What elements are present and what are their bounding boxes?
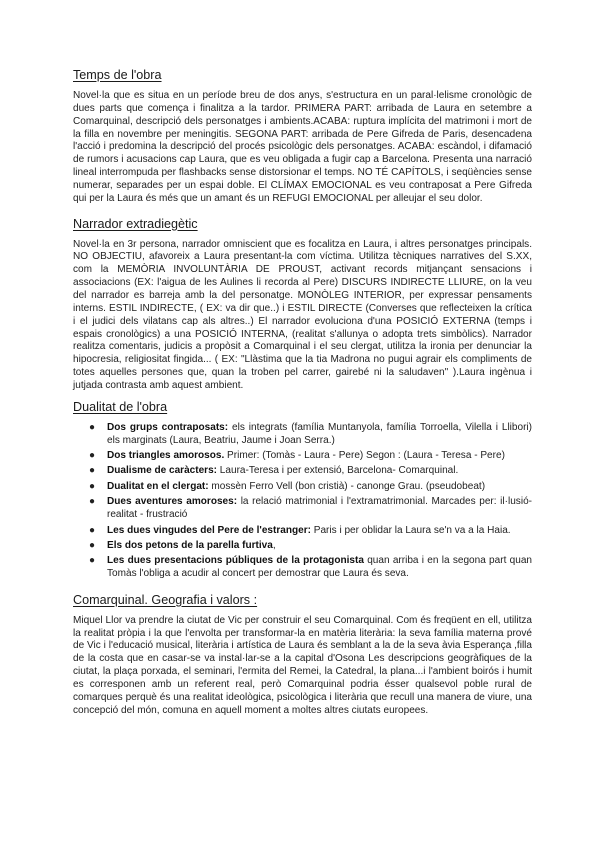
bullet-icon: ●: [89, 450, 96, 461]
list-item: [89, 450, 532, 463]
list-item-text: Primer: (Tomàs - Laura - Pere) Segon : (Laura - Teresa - Pere): [224, 450, 505, 461]
bullet-icon: ●: [89, 555, 96, 567]
dualitat-list: [73, 422, 532, 581]
list-item: [89, 421, 533, 448]
section-title-temps: Temps de l'obra: [73, 68, 162, 82]
list-item: [89, 465, 532, 478]
list-item-text: la relació matrimonial i l'extramatrimonial. Marcades per: il·lusió- realitat - frustració: [107, 496, 532, 521]
list-item-bold: Dualisme de caràcters:: [107, 465, 218, 477]
bullet-icon: ●: [89, 540, 96, 552]
bullet-icon: ●: [89, 421, 96, 433]
bullet-icon: ●: [89, 524, 96, 536]
list-item-bold: Les dues vingudes del Pere de l'estranger:: [107, 524, 311, 536]
list-item-text: ,: [272, 540, 276, 552]
bullet-icon: ●: [89, 496, 96, 508]
list-item: [89, 540, 532, 553]
paragraph-temps: Novel·la que es situa en un període breu de dos anys, s'estructura en un paral·lelisme cronològic de dues parts que comença i finalitza a la tardor. PRIMERA PART: arribada de Laura en setembre a Comarquinal, descripció dels personatges i ambients.ACABA: ruptura implícita del matrimoni i mort de la filla en novembre per meningitis. SEGONA PART: arribada de Pere Gifreda de Paris, desencadena l'acció i predomina la descripció del procés psicològic dels personatges. ACABA: escàndol, i difamació de rumors i acusacions cap Laura, que es veu obligada a fugir cap a Barcelona. Presenta una narració lineal interrompuda per flashbacks sense distorsionar el temps. NO TÉ CAPÍTOLS, i seqüències sense numerar, separades per un espai doble. El CLÍMAX EMOCIONAL es veu contraposat a Pere Gifreda qui per la Laura és més que un amant és un REFUGI EMOCIONAL per alleujar el seu dolor.: [73, 90, 532, 204]
list-item-bold: Dues aventures amoroses:: [107, 496, 238, 508]
list-item-bold: Les dues presentacions públiques de la protagonista: [107, 555, 364, 567]
list-item: [89, 555, 532, 581]
section-title-comarquinal: Comarquinal. Geografia i valors :: [73, 592, 258, 607]
list-item: [89, 496, 532, 522]
list-item-bold: Dualitat en el clergat:: [107, 480, 209, 492]
list-item-text: quan arriba i en la segona part quan Tomàs l'obliga a acudir al concert per demostrar que Laura és seva.: [107, 555, 532, 580]
list-item-text: els integrats (família Muntanyola, família Torroella, Vilella i Llibori) els marginats (Laura, Beatriu, Jaume i Joan Serra.): [107, 421, 533, 446]
list-item-bold: Dos grups contraposats:: [107, 421, 229, 433]
list-item: [89, 524, 532, 538]
section-title-narrador: Narrador extradiegètic: [73, 216, 198, 231]
list-item-text: Laura-Teresa i per extensió, Barcelona- Comarquinal.: [217, 465, 459, 477]
paragraph-narrador: Novel·la en 3r persona, narrador omniscient que es focalitza en Laura, i altres personatges principals. NO OBJECTIU, afavoreix a Laura presentant-la com víctima. Utilitza tècniques narratives del S.XX, com la MEMÒRIA INVOLUNTÀRIA DE PROUST, activant records mitjançant sensacions i associacions (EX: l'aigua de les Aulines li recorda al Pere) DISCURS INDIRECTE LLIURE, on la veu del narrador es barreja amb la del personatge. MONÒLEG INTERIOR, per expressar pensaments interns. ESTIL INDIRECTE, ( EX: va dir que..) i ESTIL DIRECTE (Converses que reflecteixen la crítica i el judici dels vilatans cap als altres..) El narrador evoluciona d'una POSICIÓ EXTERNA (temps i espais cronològics) a una POSICIÓ INTERNA, (realitat s'allunya o adopta trets simbòlics). Narrador realitza comentaris, judicis a propòsit a Comarquinal i el seu clergat, utilitza la ironia per denunciar la hipocresia, religiositat fingida... ( EX: "Llàstima que la tia Madrona no pugui agrair els compliments de totes aquelles persones que, quan la troben pel carrer, gairebé ni la saludaven" ).Laura ingènua i jutjada contrasta amb aquest ambient.: [73, 238, 532, 391]
bullet-icon: ●: [89, 480, 96, 492]
list-item: [89, 480, 532, 494]
paragraph-comarquinal: Miquel Llor va prendre la ciutat de Vic per construir el seu Comarquinal. Com és freqüent en ell, utilitza la realitat pròpia i la que l'envolta per transformar-la en matèria literària: la seva família materna prové de Vic i l'educació musical, literària i artística de Laura és semblant a la de la seva àvia Esperança ,filla de la costa que en casar-se va instal·lar-se a la capital d'Osona Les descripcions geogràfiques de la ciutat, la plaça porxada, el seminari, l'ermita del Remei, la Catedral, la plana...i l'ambient boirós i humit es corresponen amb un referent real, però Comarquinal podria ésser qualsevol poble rural de comarques perquè és una realitat ideològica, psicològica i literària que recull una manera de viure, una concepció del món, comuna en aquell moment a moltes altres ciutats europees.: [73, 614, 532, 716]
list-item-text: Paris i per oblidar la Laura se'n va a la Haia.: [310, 524, 511, 536]
section-title-dualitat: Dualitat de l'obra: [73, 399, 168, 414]
list-item-bold: Els dos petons de la parella furtiva: [107, 540, 273, 552]
list-item-text: mossèn Ferro Vell (bon cristià) - canonge Grau. (pseudobeat): [208, 480, 486, 492]
bullet-icon: ●: [89, 465, 96, 477]
list-item-bold: Dos triangles amorosos.: [107, 450, 225, 461]
